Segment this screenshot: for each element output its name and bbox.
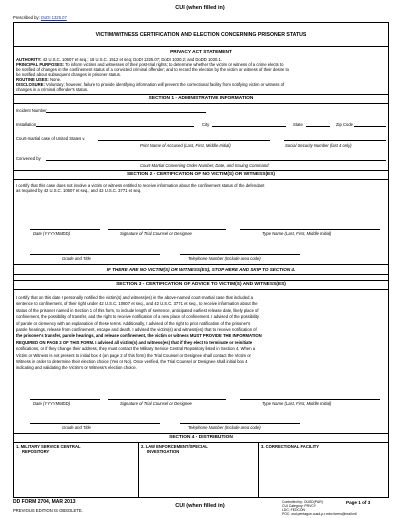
divider bbox=[13, 170, 389, 171]
section3-line: Victim or Witness is not present to initial box 4 (on page 2 of this form) the Trial Counsel or Designee shall contact the Victim or bbox=[16, 352, 251, 358]
section3-line: notifications, or if they change their address, they must contact the Military Service Central Repository listed in Section 4. When a bbox=[16, 346, 256, 352]
authority-label: AUTHORITY: bbox=[16, 57, 42, 62]
section3-line: sentence to confinement, of their right under 42 U.S.C. 10607 et seq., and 42 U.S.C. 3771 et seq., to receive information about the bbox=[16, 301, 258, 307]
section3-text bbox=[16, 295, 388, 372]
ssn-field[interactable] bbox=[284, 135, 386, 141]
distribution-col2[interactable] bbox=[141, 444, 261, 454]
s2-grade-caption: Grade and Title bbox=[62, 256, 91, 261]
section3-heading: SECTION 3 - CERTIFICATION OF ADVICE TO VICTIM(S) AND WITNESS(ES) bbox=[116, 282, 286, 287]
disclosure-text: changes in a criminal offender's status. bbox=[16, 87, 89, 92]
prescribed-link[interactable]: DoDI 1325.07 bbox=[40, 15, 67, 20]
distribution-col1[interactable] bbox=[16, 444, 136, 454]
divider bbox=[13, 289, 389, 290]
cui-banner-top: CUI (when filled in) bbox=[175, 5, 225, 11]
convened-label: Convened by bbox=[16, 156, 41, 161]
section3-line: REQUIRED ON PAGE 2 OF THIS FORM. I advised all victim(s) and witness(es) that if they elect to terminate or reinitiate bbox=[16, 339, 253, 345]
section3-line: confinement, the possibility of transfer, and the right to receive notification of a new place of confinement. I advised of the possibility bbox=[16, 314, 260, 320]
divider bbox=[13, 179, 389, 180]
col2-label: INVESTIGATION bbox=[147, 449, 180, 454]
page-number: Page 1 of 3 bbox=[346, 500, 371, 505]
ldc: LDC: FEDCON bbox=[282, 508, 305, 512]
s2-name-field[interactable] bbox=[240, 224, 380, 230]
s2-signature-field[interactable] bbox=[108, 224, 226, 230]
section4-heading: SECTION 4 - DISTRIBUTION bbox=[169, 435, 233, 440]
cui-control-block bbox=[282, 500, 357, 516]
incident-label: Incident Number bbox=[16, 108, 47, 113]
s2-date-field[interactable] bbox=[30, 224, 100, 230]
purposes-text: be notified of changes in the confinement status of a convicted criminal offender; and to record the election by the victim or witness of their desire to bbox=[16, 67, 289, 72]
convened-field[interactable] bbox=[46, 155, 386, 161]
s3-sig-caption: Signature of Trial Counsel or Designee bbox=[120, 401, 192, 406]
city-label: City bbox=[202, 122, 210, 127]
section2-text-line: as required by 42 U.S.C. 10607 et seq., and 42 U.S.C. 3771 et seq. bbox=[16, 188, 142, 193]
divider bbox=[13, 433, 389, 434]
divider bbox=[13, 46, 389, 47]
purposes-label: PRINCIPAL PURPOSES: bbox=[16, 62, 65, 67]
authority-text: 42 U.S.C. 10607 et seq.; 18 U.S.C. 1512 et seq; DoDI 1325.07; DoDI 1030.2; and DoDD 1030.1. bbox=[42, 57, 222, 62]
purposes-text: To inform victims and witnesses of their post-trial rights; to determine whether the victim or witness of a crime elects to bbox=[65, 62, 284, 67]
s3-phone-caption: Telephone Number (Include area code) bbox=[188, 425, 261, 430]
form-number: DD FORM 2704, MAR 2013 bbox=[13, 499, 76, 505]
section2-heading: SECTION 2 - CERTIFICATION OF NO VICTIM(S) OR WITNESS(ES) bbox=[126, 172, 276, 177]
divider bbox=[13, 103, 389, 104]
s3-signature-field[interactable] bbox=[108, 394, 226, 400]
ssn-caption: Social Security Number (last 4 only) bbox=[285, 143, 352, 148]
section1-heading: SECTION 1 - ADMINISTRATIVE INFORMATION bbox=[148, 96, 254, 101]
col2-label: 2. LAW ENFORCEMENT/SPECIAL bbox=[141, 444, 208, 449]
s2-phone-field[interactable] bbox=[180, 249, 300, 255]
s2-grade-field[interactable] bbox=[30, 249, 160, 255]
divider bbox=[13, 274, 389, 275]
s3-date-caption: Date (YYYYMMDD) bbox=[33, 401, 70, 406]
section3-line: indicating and validating the Victim's or Witness's election choice. bbox=[16, 365, 137, 371]
court-label: Court-martial case of United States v. bbox=[16, 136, 86, 141]
column-divider bbox=[258, 442, 259, 498]
accused-caption: Print Name of Accused (Last, First, Middle Initial) bbox=[140, 143, 231, 148]
s3-phone-field[interactable] bbox=[180, 418, 300, 424]
s2-name-caption: Type Name (Last, First, Middle Initial) bbox=[262, 231, 332, 236]
column-divider bbox=[138, 442, 139, 498]
zip-field[interactable] bbox=[354, 121, 386, 127]
divider bbox=[13, 442, 389, 443]
section3-line: status of the prisoner named in Section 1 of this form, to include length of sentence, anticipated earliest release date, likely place of bbox=[16, 307, 259, 313]
col1-label: 1. MILITARY SERVICE CENTRAL bbox=[16, 444, 81, 449]
section3-line: I certify that on this date I personally notified the victim(s) and witness(es) in the above-named court-martial case that included a bbox=[16, 295, 253, 300]
cui-category: CUI Category: PRVCY bbox=[282, 504, 317, 508]
state-field[interactable] bbox=[306, 121, 330, 127]
routine-text: None. bbox=[49, 77, 62, 82]
controlled-by: Controlled by: OUSD(P&R) bbox=[282, 500, 323, 504]
convened-caption: Court-Martial Convening Order Number, Date, and Issuing Command bbox=[140, 163, 269, 168]
s3-name-field[interactable] bbox=[240, 394, 380, 400]
state-label: State bbox=[293, 122, 303, 127]
col1-label: REPOSITORY bbox=[22, 449, 50, 454]
installation-field[interactable] bbox=[36, 121, 194, 127]
incident-number-field[interactable] bbox=[46, 107, 206, 113]
section3-line: of parole or clemency with an explanation of these terms. Additionally, I advised of the right to prior notification of the prisoner's bbox=[16, 320, 251, 326]
cui-banner-bottom: CUI (when filled in) bbox=[175, 503, 225, 509]
privacy-body bbox=[16, 57, 386, 92]
divider bbox=[13, 280, 389, 281]
col3-label: 3. CORRECTIONAL FACILITY bbox=[261, 444, 320, 449]
city-field[interactable] bbox=[212, 121, 286, 127]
installation-label: Installation bbox=[16, 122, 37, 127]
s3-date-field[interactable] bbox=[30, 394, 100, 400]
prescribed-label: Prescribed by: bbox=[13, 15, 40, 20]
accused-name-field[interactable] bbox=[98, 135, 270, 141]
divider bbox=[13, 264, 389, 265]
section2-text-line: I certify that this case does not involve a victim or witness entitled to receive information about the confinement status of the defendant bbox=[16, 183, 265, 188]
section3-line: Witness in order to determine their election choice (Yes or No). Once verified, the Trial Counsel or Designee shall initial box 4 bbox=[16, 359, 248, 365]
section3-line: the prisoner's transfer, parole hearings, and release confinement, the victim or witness MUST PROVIDE THE INFORMATION bbox=[16, 333, 262, 339]
disclosure-label: DISCLOSURE: bbox=[16, 82, 45, 87]
s3-grade-field[interactable] bbox=[30, 418, 160, 424]
disclosure-text: Voluntary; however, failure to provide identifying information will prevent the correctional facility from notifying victim or witness of bbox=[46, 82, 285, 87]
s3-grade-caption: Grade and Title bbox=[62, 425, 91, 430]
stop-note: IF THERE ARE NO VICTIM(S) OR WITNESS(ES), STOP HERE AND SKIP TO SECTION 4. bbox=[106, 267, 296, 272]
distribution-col3[interactable] bbox=[261, 444, 381, 449]
section2-text bbox=[16, 183, 386, 193]
s2-phone-caption: Telephone Number (Include area code) bbox=[188, 256, 261, 261]
s3-name-caption: Type Name (Last, First, Middle Initial) bbox=[262, 401, 332, 406]
poc: POC: osd.pentagon.ousd-p-r.mbx.forms@mail.mil bbox=[282, 512, 357, 516]
divider bbox=[13, 94, 389, 95]
s2-sig-caption: Signature of Trial Counsel or Designee bbox=[120, 231, 192, 236]
purposes-text: be notified about subsequent changes in prisoner status. bbox=[16, 72, 121, 77]
zip-label: Zip Code bbox=[336, 122, 353, 127]
prescribed-by bbox=[13, 15, 67, 20]
routine-label: ROUTINE USES: bbox=[16, 77, 49, 82]
form-title: VICTIM/WITNESS CERTIFICATION AND ELECTION CONCERNING PRISONER STATUS bbox=[95, 32, 307, 38]
obsolete-note: PREVIOUS EDITION IS OBSOLETE. bbox=[13, 508, 83, 513]
section3-line: parole hearings, release from confinement, escape and death. I advised the victim(s) and witness(es) that to receive notification of bbox=[16, 327, 257, 333]
privacy-heading: PRIVACY ACT STATEMENT bbox=[170, 50, 232, 55]
s2-date-caption: Date (YYYYMMDD) bbox=[33, 231, 70, 236]
